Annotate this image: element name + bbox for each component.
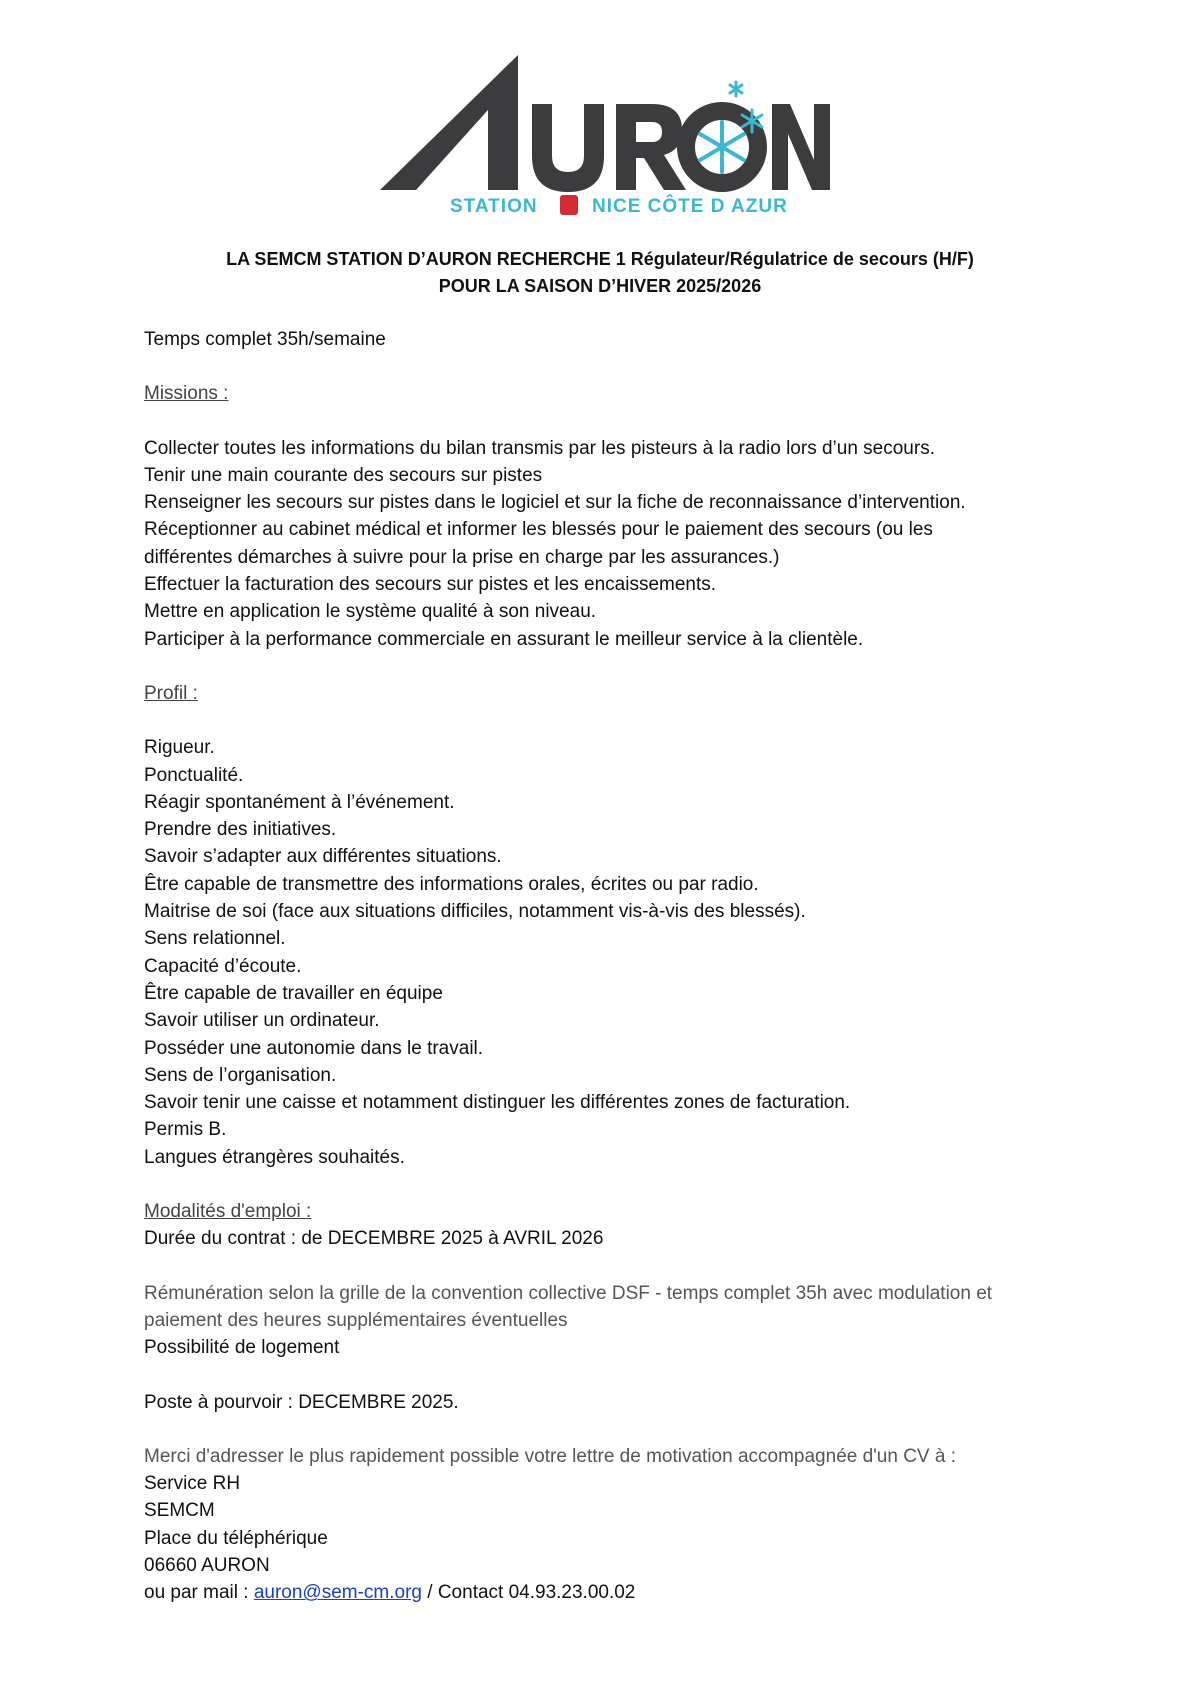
logo-tagline-left: STATION [450,196,538,217]
list-item: Être capable de travailler en équipe [144,982,443,1004]
work-time: Temps complet 35h/semaine [144,329,386,350]
nice-crest-icon [560,195,578,215]
list-item: Langues étrangères souhaités. [144,1146,405,1168]
logo-tagline-right: NICE CÔTE D AZUR [592,196,788,217]
list-item: différentes démarches à suivre pour la prise en charge par les assurances.) [144,546,780,568]
list-item: Renseigner les secours sur pistes dans le logiciel et sur la fiche de reconnaissance d’intervention. [144,492,966,514]
contact-org: SEMCM [144,1500,215,1522]
list-item: Posséder une autonomie dans le travail. [144,1037,484,1059]
list-item: Tenir une main courante des secours sur pistes [144,464,543,486]
start-date: Poste à pourvoir : DECEMBRE 2025. [144,1391,459,1413]
contact-street: Place du téléphérique [144,1527,328,1549]
document-body [144,326,1064,1607]
phone-contact: / Contact 04.93.23.00.02 [422,1582,636,1604]
contract-duration: Durée du contrat : de DECEMBRE 2025 à AVRIL 2026 [144,1228,604,1250]
contact-mail-line [144,1579,1064,1606]
list-item: Ponctualité. [144,764,244,786]
logo-n-shape [772,104,830,190]
list-item: Savoir tenir une caisse et notamment distinguer les différentes zones de facturation. [144,1092,851,1114]
list-item: Mettre en application le système qualité à son niveau. [144,601,597,623]
list-item: Participer à la performance commerciale en assurant le meilleur service à la clientèle. [144,628,864,650]
list-item: Maitrise de soi (face aux situations difficiles, notamment vis-à-vis des blessés). [144,901,806,923]
list-item: Collecter toutes les informations du bilan transmis par les pisteurs à la radio lors d’un secours. [144,437,935,459]
contact-service: Service RH [144,1473,241,1495]
remuneration-line-1: Rémunération selon la grille de la convention collective DSF - temps complet 35h avec modulation et [144,1282,993,1304]
snowflake-icon [700,122,744,172]
housing: Possibilité de logement [144,1337,340,1359]
email-link[interactable]: auron@sem-cm.org [253,1582,422,1604]
remuneration-line-2: paiement des heures supplémentaires éventuelles [144,1309,568,1331]
list-item: Réceptionner au cabinet médical et informer les blessés pour le paiement des secours (ou les [144,519,933,541]
profil-list [144,734,1064,1171]
profil-heading: Profil : [144,682,198,704]
job-title-line-2: POUR LA SAISON D’HIVER 2025/2026 [438,276,762,296]
job-title [0,246,1200,300]
logo-a-shape [380,55,518,190]
list-item: Sens relationnel. [144,928,286,950]
list-item: Savoir s’adapter aux différentes situations. [144,846,502,868]
list-item: Capacité d’écoute. [144,955,302,977]
list-item: Effectuer la facturation des secours sur pistes et les encaissements. [144,574,717,596]
modalites-heading: Modalités d'emploi : [144,1201,312,1223]
missions-heading: Missions : [144,383,229,405]
missions-list [144,435,1064,653]
logo-u-shape [532,104,604,192]
list-item: Savoir utiliser un ordinateur. [144,1010,380,1032]
list-item: Prendre des initiatives. [144,819,337,841]
list-item: Réagir spontanément à l’événement. [144,791,455,813]
logo-r-shape [616,104,686,190]
job-title-line-1: LA SEMCM STATION D’AURON RECHERCHE 1 Régulateur/Régulatrice de secours (H/F) [226,249,974,269]
auron-logo [380,52,830,217]
list-item: Rigueur. [144,737,215,759]
list-item: Sens de l’organisation. [144,1064,337,1086]
auron-logo-graphic [380,52,830,217]
mail-prefix: ou par mail : [144,1582,254,1604]
list-item: Être capable de transmettre des informations orales, écrites ou par radio. [144,873,759,895]
contact-city: 06660 AURON [144,1554,270,1576]
application-intro: Merci d'adresser le plus rapidement possible votre lettre de motivation accompagnée d'un CV à : [144,1445,957,1467]
list-item: Permis B. [144,1119,227,1141]
